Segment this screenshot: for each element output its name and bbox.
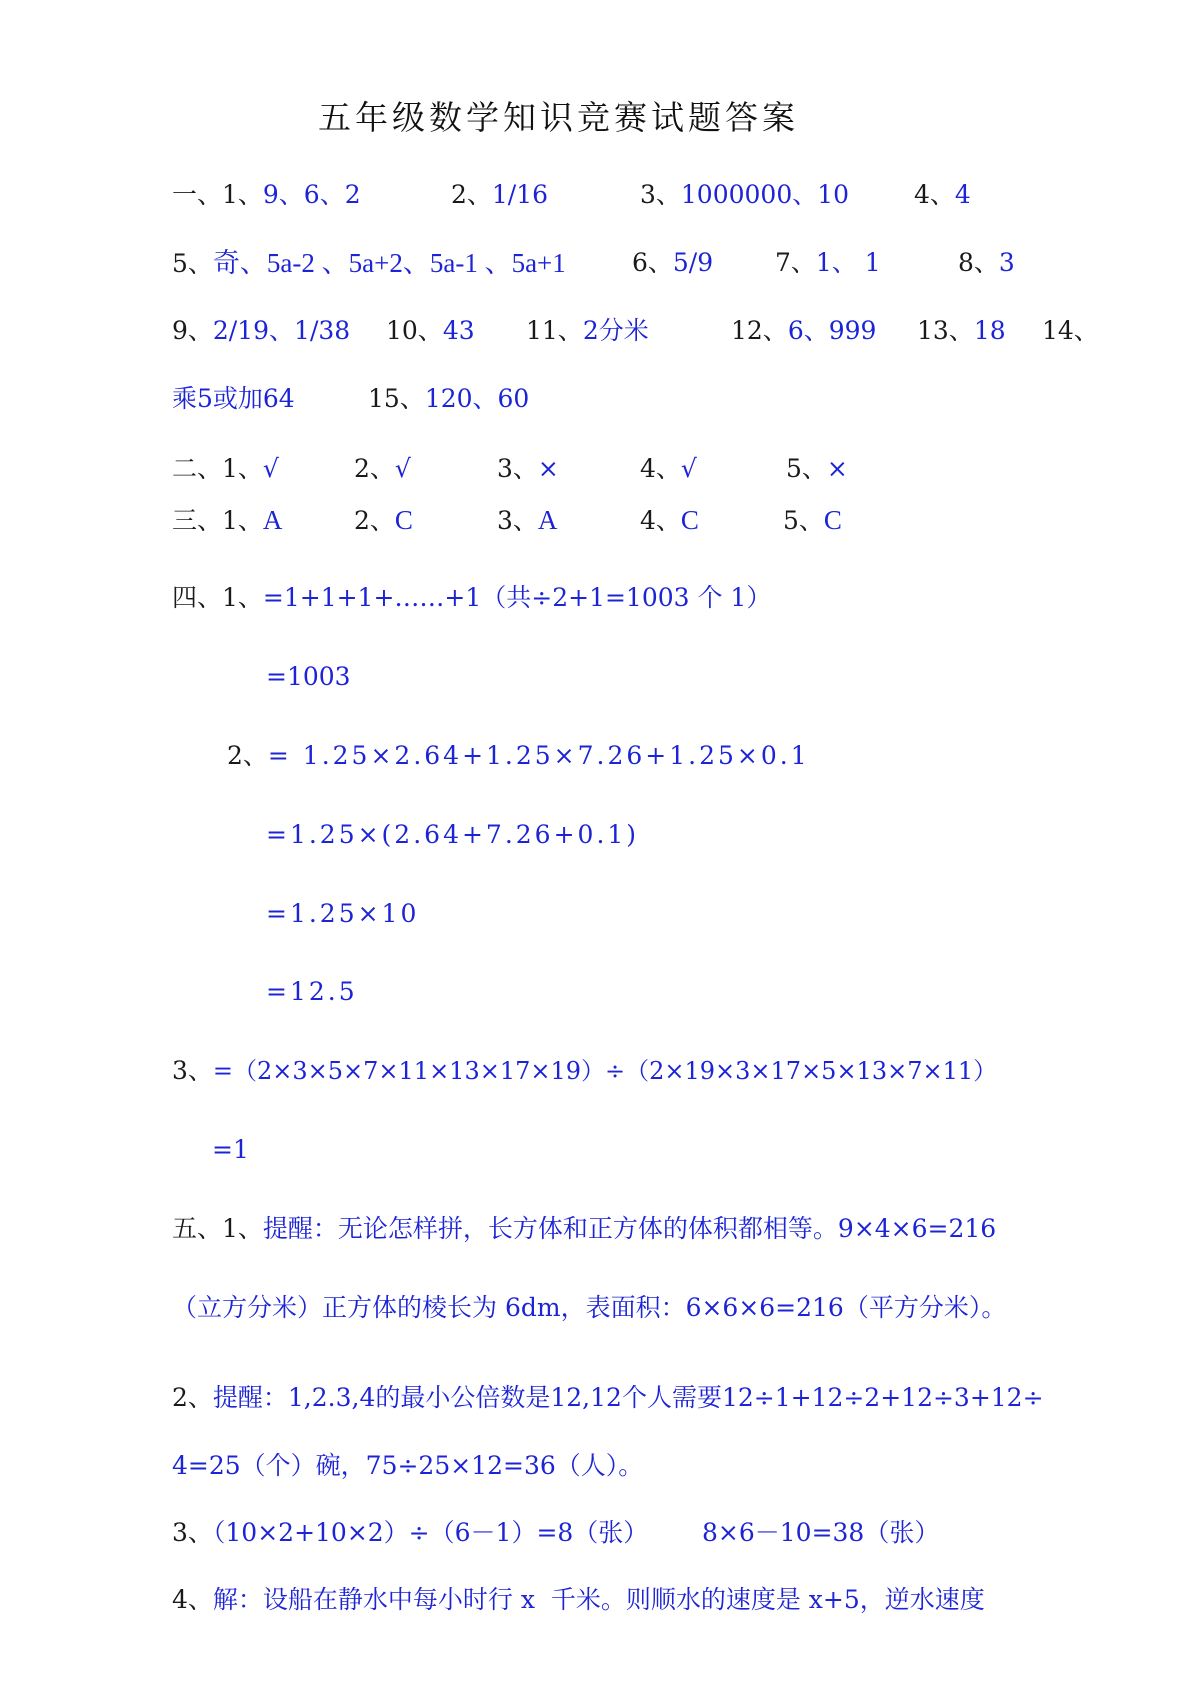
s1-q12-answer: 6、999 xyxy=(787,316,877,345)
s3-q5-num: 5、 xyxy=(783,506,824,535)
s5-q4-num: 4、 xyxy=(172,1585,213,1614)
s5-q1-line2 xyxy=(172,1288,1131,1328)
s4-q3-answer: =（2×3×5×7×11×13×17×19）÷（2×19×3×17×5×13×7×11） xyxy=(212,1057,998,1085)
s5-q2-answer: 提醒：1,2.3,4的最小公倍数是12,12个人需要12÷1+12÷2+12÷3+12÷ xyxy=(212,1383,1044,1412)
s5-q1-answer: 提醒：无论怎样拼，长方体和正方体的体积都相等。9×4×6=216 xyxy=(262,1214,997,1243)
s5-q4-line xyxy=(172,1580,1131,1620)
s4-q3-step2-line xyxy=(172,1130,1131,1170)
s4-q2-line xyxy=(172,736,1131,776)
s4-q2-step3-line xyxy=(172,894,1131,934)
section2-row xyxy=(172,449,1131,489)
s1-q6-answer: 5/9 xyxy=(672,248,714,277)
s1-q1-num: 一、1、 xyxy=(172,180,263,209)
s4-q3-num: 3、 xyxy=(172,1056,213,1085)
s4-q1-step2: =1003 xyxy=(266,662,351,691)
s2-q4-num: 4、 xyxy=(640,454,681,483)
s3-q4-num: 4、 xyxy=(640,506,681,535)
s1-q2-answer: 1/16 xyxy=(491,180,549,209)
s1-q4-num: 4、 xyxy=(914,180,955,209)
s5-q3-num: 3、 xyxy=(172,1518,213,1547)
page-title: 五年级数学知识竞赛试题答案 xyxy=(318,98,799,137)
s2-q4-answer: √ xyxy=(680,454,697,483)
s1-q12-num: 12、 xyxy=(731,316,788,345)
section1-row1 xyxy=(172,175,1131,215)
s3-q3-num: 3、 xyxy=(497,506,538,535)
s2-q1-answer: √ xyxy=(262,454,279,483)
s2-q5-num: 5、 xyxy=(786,454,827,483)
s2-q1-num: 二、1、 xyxy=(172,454,263,483)
s3-q2-num: 2、 xyxy=(354,506,395,535)
s4-q2-step3: =1.25×10 xyxy=(266,899,420,928)
s4-q2-step2-line xyxy=(172,815,1131,855)
s4-q2-step4: =12.5 xyxy=(266,977,358,1006)
s1-q8-num: 8、 xyxy=(958,248,999,277)
s3-q3-answer: A xyxy=(537,505,558,535)
s3-q2-answer: C xyxy=(394,505,413,535)
s1-q1-answer: 9、6、2 xyxy=(262,180,361,209)
s4-q3-step2: =1 xyxy=(212,1135,249,1164)
s2-q3-num: 3、 xyxy=(497,454,538,483)
s4-q1-num: 四、1、 xyxy=(172,583,263,612)
s1-q7-answer: 1、 1 xyxy=(815,248,881,277)
s1-q15-num: 15、 xyxy=(368,384,425,413)
s1-q14-num: 14、 xyxy=(1042,316,1099,345)
s1-q14-answer: 乘5或加64 xyxy=(172,384,295,413)
s4-q1-line xyxy=(172,578,1131,618)
s5-q3-answer: （10×2+10×2）÷（6－1）=8（张） xyxy=(212,1518,649,1547)
s1-q15-answer: 120、60 xyxy=(424,384,530,413)
s1-q2-num: 2、 xyxy=(451,180,492,209)
s1-q11-answer: 2分米 xyxy=(582,316,649,345)
section1-row2 xyxy=(172,243,1131,283)
s3-q1-num: 三、1、 xyxy=(172,506,263,535)
s5-q1-answer-cont: （立方分米）正方体的棱长为 6dm，表面积：6×6×6=216（平方分米）。 xyxy=(172,1293,1007,1322)
s1-q10-answer: 43 xyxy=(442,316,475,345)
section1-row3 xyxy=(172,311,1131,351)
s1-q9-num: 9、 xyxy=(172,316,213,345)
s4-q3-line xyxy=(172,1051,1131,1091)
s3-q5-answer: C xyxy=(823,505,842,535)
s1-q7-num: 7、 xyxy=(775,248,816,277)
s2-q2-num: 2、 xyxy=(354,454,395,483)
s4-q2-step4-line xyxy=(172,972,1131,1012)
s1-q13-answer: 18 xyxy=(973,316,1006,345)
section1-row4 xyxy=(172,379,1131,419)
s1-q3-num: 3、 xyxy=(640,180,681,209)
s5-q2-line xyxy=(172,1378,1131,1418)
s2-q5-answer: × xyxy=(826,454,848,483)
s2-q2-answer: √ xyxy=(394,454,411,483)
s1-q10-num: 10、 xyxy=(386,316,443,345)
section3-row xyxy=(172,500,1131,540)
s5-q1-line xyxy=(172,1209,1131,1249)
s5-q4-answer: 解：设船在静水中每小时行 x 千米。则顺水的速度是 x+5，逆水速度 xyxy=(212,1585,985,1614)
s2-q3-answer: × xyxy=(537,454,559,483)
s1-q3-answer: 1000000、10 xyxy=(680,180,850,209)
s4-q2-step2: =1.25×(2.64+7.26+0.1) xyxy=(266,820,640,849)
s3-q4-answer: C xyxy=(680,505,699,535)
s1-q9-answer: 2/19、1/38 xyxy=(212,316,351,345)
s1-q5-num: 5、 xyxy=(172,249,213,278)
s1-q6-num: 6、 xyxy=(632,248,673,277)
s1-q5-answer: 奇、5a-2 、5a+2、5a-1 、5a+1 xyxy=(212,248,566,278)
s5-q2-num: 2、 xyxy=(172,1383,213,1412)
s1-q13-num: 13、 xyxy=(917,316,974,345)
s1-q11-num: 11、 xyxy=(526,316,583,345)
s4-q2-answer: = 1.25×2.64+1.25×7.26+1.25×0.1 xyxy=(267,741,810,770)
s1-q4-answer: 4 xyxy=(954,180,971,209)
s5-q2-line2 xyxy=(172,1446,1131,1486)
s5-q3-line xyxy=(172,1513,1131,1553)
s3-q1-answer: A xyxy=(262,505,283,535)
s5-q1-num: 五、1、 xyxy=(172,1214,263,1243)
s4-q1-step2-line xyxy=(172,657,1131,697)
s4-q2-num: 2、 xyxy=(227,741,268,770)
s5-q2-answer-cont: 4=25（个）碗，75÷25×12=36（人）。 xyxy=(172,1451,644,1480)
s1-q8-answer: 3 xyxy=(998,248,1015,277)
s5-q3-answer-2: 8×6－10=38（张） xyxy=(702,1518,940,1547)
s4-q1-answer: =1+1+1+……+1（共÷2+1=1003 个 1） xyxy=(262,583,772,612)
